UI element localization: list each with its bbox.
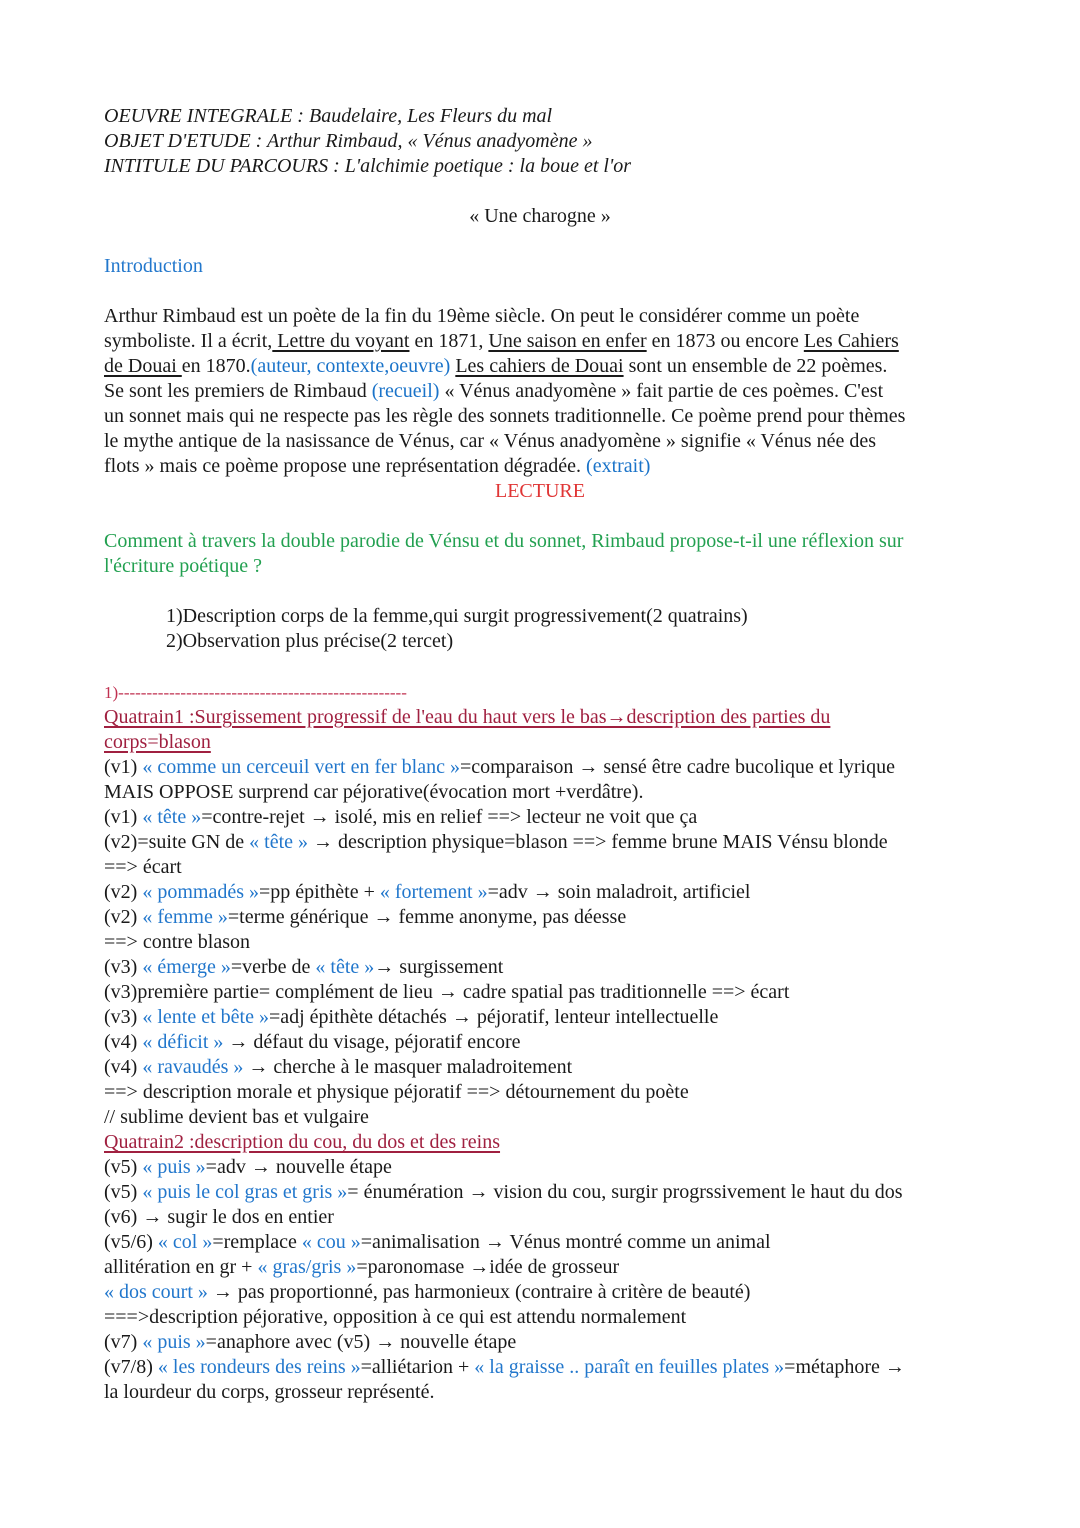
text-span: allitération en gr + — [104, 1256, 258, 1278]
text-span: (v5) — [104, 1181, 143, 1203]
section-1 — [104, 680, 905, 1405]
plan-list — [166, 604, 748, 654]
text-span: → surgissement — [374, 956, 504, 978]
quatrain1-title-cont: corps=blason — [104, 731, 211, 753]
quote: « ravaudés » — [142, 1056, 244, 1078]
text-line — [104, 1155, 905, 1180]
text-span: (v4) — [104, 1031, 143, 1053]
quote: « puis » — [142, 1331, 206, 1353]
text-span: = énumération → vision du cou, surgir progrssivement le haut du dos — [347, 1181, 903, 1203]
text-span: =verbe de — [230, 956, 316, 978]
text-line: la lourdeur du corps, grosseur représenté. — [104, 1381, 435, 1403]
text-span: en 1871, — [409, 330, 489, 352]
text-line — [104, 805, 905, 830]
text-span: (v5/6) — [104, 1231, 158, 1253]
text-line — [104, 1180, 905, 1205]
text-span: (v7/8) — [104, 1356, 158, 1378]
text-span: → défaut du visage, péjoratif encore — [223, 1031, 521, 1053]
annotation: (auteur, contexte,oeuvre) — [250, 355, 451, 377]
text-span: =terme générique → femme anonyme, pas déesse — [227, 906, 627, 928]
quote: « émerge » — [142, 956, 231, 978]
text-span: Se sont les premiers de Rimbaud — [104, 380, 372, 402]
introduction-paragraph — [104, 304, 905, 479]
text-line — [104, 379, 905, 404]
quote: « déficit » — [142, 1031, 224, 1053]
text-line — [104, 454, 905, 479]
text-line — [104, 354, 905, 379]
quote: « la graisse .. paraît en feuilles plates » — [474, 1356, 785, 1378]
quote: « lente et bête » — [142, 1006, 269, 1028]
text-span: =contre-rejet → isolé, mis en relief ==> lecteur ne voit que ça — [201, 806, 698, 828]
quote: « tête » — [142, 806, 202, 828]
text-line — [104, 830, 905, 855]
introduction-heading: Introduction — [104, 255, 203, 277]
text-span: sont un ensemble de 22 poèmes. — [623, 355, 888, 377]
header-parcours: INTITULE DU PARCOURS : L'alchimie poetique : la boue et l'or — [104, 155, 632, 177]
text-span: → pas proportionné, pas harmonieux (contraire à critère de beauté) — [207, 1281, 751, 1303]
lecture-heading: LECTURE — [495, 480, 585, 502]
text-span: en 1870. — [181, 355, 251, 377]
text-line: // sublime devient bas et vulgaire — [104, 1106, 369, 1128]
text-line — [104, 1280, 905, 1305]
text-span: (v4) — [104, 1056, 143, 1078]
text-line — [104, 1330, 905, 1355]
text-line — [104, 329, 905, 354]
text-line: (v6) → sugir le dos en entier — [104, 1206, 334, 1228]
text-span: flots » mais ce poème propose une représentation dégradée. — [104, 455, 587, 477]
text-line — [104, 905, 905, 930]
text-span: (v3) — [104, 956, 143, 978]
text-line: ==> écart — [104, 856, 182, 878]
text-line — [104, 1030, 905, 1055]
text-line: le mythe antique de la nasissance de Vénus, car « Vénus anadyomène » signifie « Vénus née des — [104, 430, 877, 452]
work-title: de Douai — [104, 355, 182, 377]
text-span: =comparaison → sensé être cadre bucolique et lyrique — [459, 756, 895, 778]
text-line: Arthur Rimbaud est un poète de la fin du 19ème siècle. On peut le considérer comme un poète — [104, 305, 860, 327]
text-line — [104, 955, 905, 980]
work-title: Les Cahiers — [803, 330, 899, 352]
header-objet: OBJET D'ETUDE : Arthur Rimbaud, « Vénus anadyomène » — [104, 130, 593, 152]
text-span: symboliste. Il a écrit, — [104, 330, 273, 352]
text-span: (v7) — [104, 1331, 143, 1353]
text-line: l'écriture poétique ? — [104, 555, 262, 577]
text-line — [104, 755, 905, 780]
text-span: → description physique=blason ==> femme brune MAIS Vénsu blonde — [308, 831, 888, 853]
text-line — [104, 1355, 905, 1380]
text-span: (v1) — [104, 756, 143, 778]
quatrain1-title: Quatrain1 :Surgissement progressif de l'eau du haut vers le bas→description des parties du — [104, 706, 831, 728]
header-oeuvre: OEUVRE INTEGRALE : Baudelaire, Les Fleurs du mal — [104, 105, 553, 127]
problematique — [104, 529, 903, 579]
work-title: Lettre du voyant — [272, 330, 410, 352]
text-line — [104, 880, 905, 905]
quote: « tête » — [315, 956, 375, 978]
quote: « puis le col gras et gris » — [142, 1181, 348, 1203]
text-line — [104, 1005, 905, 1030]
text-span: (v2) — [104, 906, 143, 928]
text-line — [104, 1055, 905, 1080]
text-span: (v5) — [104, 1156, 143, 1178]
quote: « gras/gris » — [257, 1256, 357, 1278]
text-line: ==> description morale et physique péjoratif ==> détournement du poète — [104, 1081, 689, 1103]
text-span: =adv → nouvelle étape — [205, 1156, 392, 1178]
text-line: ===>description péjorative, opposition à ce qui est attendu normalement — [104, 1306, 687, 1328]
annotation: (extrait) — [586, 455, 651, 477]
text-span: (v2)=suite GN de — [104, 831, 250, 853]
text-span: =adj épithète détachés → péjoratif, lenteur intellectuelle — [268, 1006, 719, 1028]
text-span: en 1873 ou encore — [646, 330, 804, 352]
text-line: Comment à travers la double parodie de Vénsu et du sonnet, Rimbaud propose-t-il une réflexion sur — [104, 530, 904, 552]
text-line: (v3)première partie= complément de lieu → cadre spatial pas traditionnelle ==> écart — [104, 981, 790, 1003]
text-line: ==> contre blason — [104, 931, 251, 953]
text-span: =anaphore avec (v5) → nouvelle étape — [205, 1331, 517, 1353]
quote: « comme un cerceuil vert en fer blanc » — [142, 756, 460, 778]
text-span: =remplace — [212, 1231, 302, 1253]
text-span: =paronomase →idée de grosseur — [356, 1256, 620, 1278]
plan-item: 1)Description corps de la femme,qui surgit progressivement(2 quatrains) — [166, 605, 748, 627]
text-span: (v1) — [104, 806, 143, 828]
text-span: « Vénus anadyomène » fait partie de ces poèmes. C'est — [439, 380, 884, 402]
quote: « cou » — [301, 1231, 361, 1253]
text-span: (v3) — [104, 1006, 143, 1028]
text-line: MAIS OPPOSE surprend car péjorative(évocation mort +verdâtre). — [104, 781, 644, 803]
text-line — [104, 1230, 905, 1255]
quote: « tête » — [249, 831, 309, 853]
text-span: =métaphore → — [784, 1356, 905, 1378]
text-span: → cherche à le masquer maladroitement — [243, 1056, 573, 1078]
text-span: =pp épithète + — [258, 881, 380, 903]
quote: « col » — [157, 1231, 213, 1253]
quote: « puis » — [142, 1156, 206, 1178]
quote: « dos court » — [104, 1281, 208, 1303]
quatrain2-title: Quatrain2 :description du cou, du dos et des reins — [104, 1131, 501, 1153]
quote: « fortement » — [379, 881, 488, 903]
section-marker: 1)--------------------------------------------------- — [104, 683, 407, 702]
document-header — [104, 104, 631, 179]
text-span: =animalisation → Vénus montré comme un animal — [360, 1231, 771, 1253]
page-title: « Une charogne » — [469, 205, 611, 227]
plan-item: 2)Observation plus précise(2 tercet) — [166, 630, 454, 652]
text-span: =alliétarion + — [360, 1356, 475, 1378]
work-title: Les cahiers de Douai — [455, 355, 624, 377]
quote: « les rondeurs des reins » — [157, 1356, 361, 1378]
work-title: Une saison en enfer — [488, 330, 647, 352]
quote: « pommadés » — [142, 881, 259, 903]
quote: « femme » — [142, 906, 228, 928]
text-span: (v2) — [104, 881, 143, 903]
annotation: (recueil) — [371, 380, 440, 402]
text-span: =adv → soin maladroit, artificiel — [487, 881, 751, 903]
text-line — [104, 1255, 905, 1280]
text-line: un sonnet mais qui ne respecte pas les règle des sonnets traditionnelle. Ce poème prend pour thèmes — [104, 405, 906, 427]
